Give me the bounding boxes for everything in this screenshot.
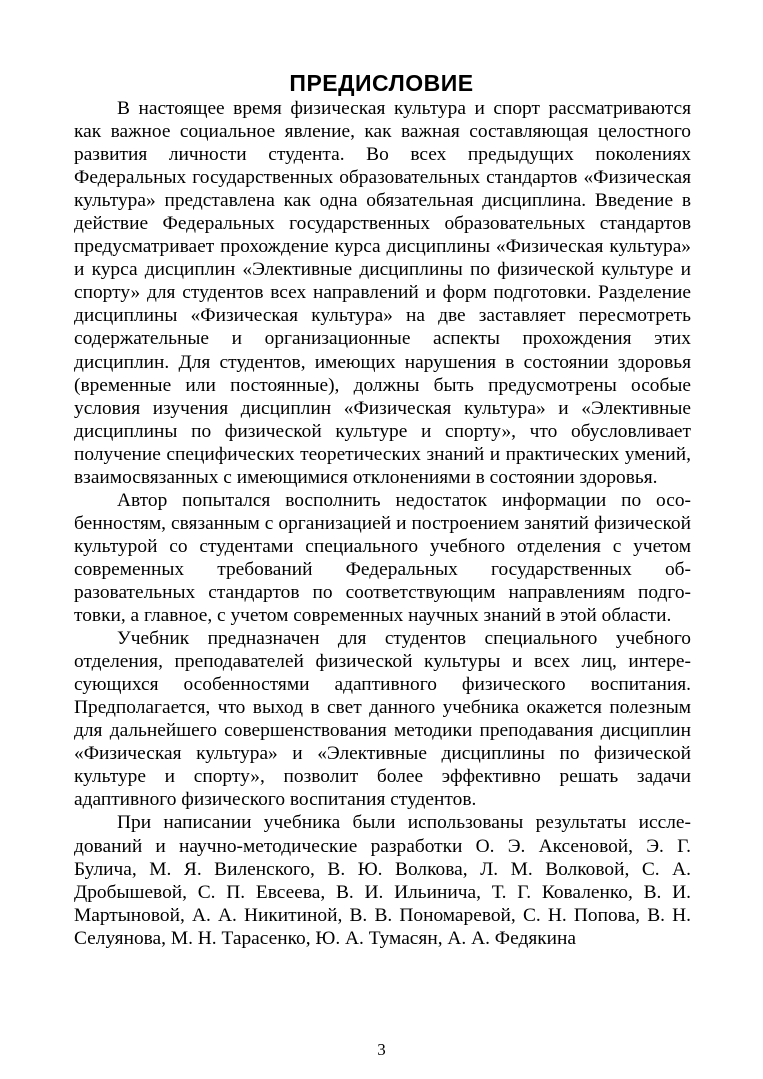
page-title: ПРЕДИСЛОВИЕ xyxy=(289,70,474,97)
body-text xyxy=(74,97,691,950)
paragraph-2: Автор попытался восполнить недостаток информации по особенностям, связанным с организацией и построением занятий физической культурой со студентами специального учебного отделения с учетом современных требований Федеральных государственных образовательных стандартов по соответствующим направлениям подготовки, а главное, с учетом современных научных знаний в этой области. xyxy=(74,489,691,627)
page-number: 3 xyxy=(377,1040,386,1059)
paragraph-3: Учебник предназначен для студентов специального учебного отделения, преподавателей физической культуры и всех лиц, интересующихся особенностями адаптивного физического воспитания. Предполагается, что выход в свет данного учебника окажется полезным для дальнейшего совершенствования методики преподавания дисциплин «Физическая культура» и «Элективные дисциплины по физической культуре и спорту», позволит более эффективно решать задачи адаптивного физического воспитания студентов. xyxy=(74,628,691,811)
paragraph-4: При написании учебника были использованы результаты исследований и научно-методические разработки О. Э. Аксеновой, Э. Г. Булича, М. Я. Виленского, В. Ю. Волкова, Л. М. Волковой, С. А. Дробышевой, С. П. Евсеева, В. И. Ильинича, Т. Г. Коваленко, В. И. Мартыновой, А. А. Никитиной, В. В. Пономаревой, С. Н. Попова, В. Н. Селуянова, М. Н. Тарасенко, Ю. А. Тумасян, А. А. Федякина xyxy=(74,812,691,949)
paragraph-1: В настоящее время физическая культура и спорт рассматриваются как важное социальное явление, как важная составляющая целостного развития личности студента. Во всех предыдущих поколениях Федеральных государственных образовательных стандартов «Физическая культура» представлена как одна обязательная дисциплина. Введение в действие Федеральных государственных образовательных стандартов предусматривает прохождение курса дисциплины «Физическая культура» и курса дисциплин «Элективные дисциплины по физической культуре и спорту» для студентов всех направлений и форм подготовки. Разделение дисциплины «Физическая культура» на две заставляет пересмотреть содержательные и организационные аспекты прохождения этих дисциплин. Для студентов, имеющих нарушения в состоянии здоровья (временные или постоянные), должны быть предусмотрены особые условия изучения дисциплин «Физическая культура» и «Элективные дисциплины по физической культуре и спорту», что обусловливает получение специфических теоретических знаний и практических умений, взаимосвязанных с имеющимися отклонениями в состоянии здоровья. xyxy=(74,98,691,488)
